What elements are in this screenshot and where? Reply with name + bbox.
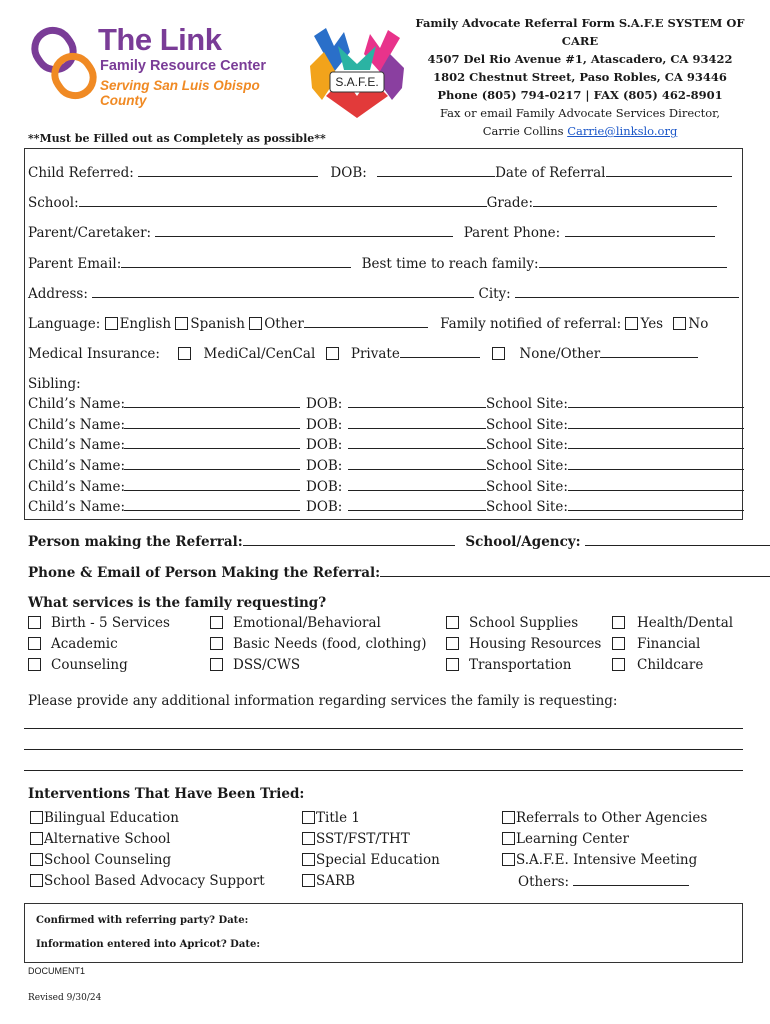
sibling-school-field[interactable] [568, 416, 744, 429]
revised-date: Revised 9/30/24 [28, 993, 102, 1003]
parent-phone-field[interactable] [565, 224, 715, 237]
the-link-logo [30, 22, 300, 108]
sibling-dob-label: DOB: [306, 478, 343, 495]
intervention-item[interactable] [302, 873, 440, 894]
interventions-heading: Interventions That Have Been Tried: [28, 786, 305, 802]
intervention-checkbox[interactable] [502, 853, 515, 866]
service-checkbox[interactable] [210, 658, 223, 671]
sibling-dob-label: DOB: [306, 396, 343, 412]
notified-no-label: No [688, 316, 709, 332]
sibling-school-label: School Site: [486, 396, 568, 412]
service-item[interactable] [446, 615, 601, 636]
safe-logo [304, 26, 410, 118]
brand-tagline: Serving San Luis Obispo County [100, 78, 260, 108]
sibling-dob-field[interactable] [348, 498, 486, 511]
sibling-row [28, 498, 748, 519]
others-label: Others: [518, 874, 570, 890]
none-other-field[interactable] [600, 345, 698, 358]
intervention-label: Special Education [316, 852, 440, 868]
link-chain-icon [30, 24, 102, 104]
sibling-row [28, 457, 748, 478]
notified-yes-label: Yes [640, 316, 664, 332]
intervention-item[interactable] [302, 831, 440, 852]
private-checkbox[interactable] [326, 347, 339, 360]
services-col2 [210, 615, 427, 678]
service-label: Health/Dental [637, 615, 734, 631]
medical-label: MediCal/CenCal [203, 346, 316, 362]
spanish-checkbox[interactable] [175, 317, 188, 330]
brand-sub: Family Resource Center [100, 58, 267, 74]
fax-email-note: Fax or email Family Advocate Services Director, [439, 106, 721, 120]
brand-name: The Link [98, 22, 222, 57]
service-item[interactable] [28, 657, 170, 678]
service-checkbox[interactable] [28, 616, 41, 629]
safe-logo-text: S.A.F.E. [335, 75, 379, 89]
intervention-label: Learning Center [516, 831, 629, 847]
sibling-school-label: School Site: [486, 478, 568, 495]
intervention-others [502, 873, 707, 894]
parent-phone-label: Parent Phone: [463, 225, 561, 241]
service-item[interactable] [446, 657, 601, 678]
service-label: Childcare [637, 657, 704, 673]
intervention-label: Referrals to Other Agencies [516, 810, 708, 826]
service-label: Counseling [51, 657, 128, 673]
dob-label: DOB: [330, 165, 367, 181]
interventions-col2 [302, 810, 440, 894]
date-of-referral-field[interactable] [606, 164, 732, 177]
row-referrer [28, 533, 770, 550]
interventions-col3 [502, 810, 707, 894]
sibling-school-label: School Site: [486, 458, 568, 475]
parent-email-label: Parent Email: [28, 256, 122, 272]
address-label: Address: [28, 286, 88, 302]
row-address [28, 285, 739, 302]
intervention-label: Alternative School [44, 831, 171, 847]
sibling-row [28, 478, 748, 499]
intervention-checkbox[interactable] [302, 832, 315, 845]
date-of-referral-label: Date of Referral [495, 165, 606, 181]
sibling-row [28, 416, 748, 437]
service-label: DSS/CWS [233, 657, 301, 673]
sibling-name-label: Child’s Name: [28, 478, 126, 495]
service-checkbox[interactable] [28, 658, 41, 671]
grade-field[interactable] [533, 194, 717, 207]
notified-yes-checkbox[interactable] [625, 317, 638, 330]
intervention-checkbox[interactable] [30, 811, 43, 824]
sibling-name-label: Child’s Name: [28, 416, 126, 433]
sibling-name-field[interactable] [124, 478, 300, 491]
intervention-label: SARB [316, 873, 356, 889]
additional-info-line[interactable] [24, 770, 743, 771]
additional-info-line[interactable] [24, 728, 743, 729]
intervention-checkbox[interactable] [30, 874, 43, 887]
services-col4 [612, 615, 733, 678]
intervention-item[interactable] [502, 831, 707, 852]
row-parent-email [28, 255, 727, 272]
contact-line [410, 122, 750, 140]
sibling-name-label: Child’s Name: [28, 437, 126, 454]
none-other-checkbox[interactable] [492, 347, 505, 360]
none-other-label: None/Other [519, 346, 601, 362]
sibling-school-field[interactable] [568, 395, 744, 408]
intervention-checkbox[interactable] [302, 811, 315, 824]
services-col3 [446, 615, 601, 678]
row-medical [28, 345, 698, 362]
sibling-dob-label: DOB: [306, 499, 343, 516]
address-field[interactable] [92, 285, 474, 298]
sibling-school-label: School Site: [486, 416, 568, 433]
confirmed-label: Confirmed with referring party? Date: [36, 915, 249, 926]
row-child-referred [28, 164, 732, 181]
row-school [28, 194, 717, 211]
sibling-name-label: Child’s Name: [28, 458, 126, 475]
service-item[interactable] [28, 636, 170, 657]
intervention-item[interactable] [502, 810, 707, 831]
service-label: Birth - 5 Services [51, 615, 170, 631]
service-item[interactable] [612, 636, 733, 657]
person-referral-label: Person making the Referral: [28, 534, 243, 550]
sibling-dob-field[interactable] [348, 457, 486, 470]
service-label: School Supplies [469, 615, 579, 631]
spanish-label: Spanish [190, 316, 245, 332]
english-label: English [119, 316, 172, 332]
service-checkbox[interactable] [28, 637, 41, 650]
intervention-label: Bilingual Education [44, 810, 179, 826]
phone-fax: Phone (805) 794-0217 | FAX (805) 462-8901 [437, 88, 723, 102]
child-referred-field[interactable] [138, 164, 318, 177]
intervention-item[interactable] [302, 810, 440, 831]
form-title: Family Advocate Referral Form S.A.F.E SYSTEM OF CARE [415, 16, 745, 48]
english-checkbox[interactable] [105, 317, 118, 330]
private-label: Private [350, 346, 400, 362]
best-time-field[interactable] [539, 255, 727, 268]
service-checkbox[interactable] [612, 637, 625, 650]
address-atascadero: 4507 Del Rio Avenue #1, Atascadero, CA 93422 [427, 52, 733, 66]
service-label: Basic Needs (food, clothing) [233, 636, 427, 652]
best-time-label: Best time to reach family: [361, 256, 539, 272]
sibling-school-field[interactable] [568, 457, 744, 470]
office-use-box [24, 903, 743, 963]
others-field[interactable] [573, 873, 689, 886]
service-checkbox[interactable] [210, 616, 223, 629]
address-paso-robles: 1802 Chestnut Street, Paso Robles, CA 93446 [433, 70, 727, 84]
services-col1 [28, 615, 170, 678]
sibling-school-label: School Site: [486, 437, 568, 454]
service-checkbox[interactable] [612, 616, 625, 629]
intervention-checkbox[interactable] [502, 811, 515, 824]
services-heading: What services is the family requesting? [28, 595, 327, 611]
row-language [28, 315, 708, 332]
sibling-dob-field[interactable] [348, 436, 486, 449]
sibling-name-field[interactable] [124, 436, 300, 449]
school-label: School: [28, 195, 79, 211]
service-item[interactable] [210, 657, 427, 678]
intervention-checkbox[interactable] [30, 832, 43, 845]
service-label: Emotional/Behavioral [233, 615, 381, 631]
private-field[interactable] [400, 345, 480, 358]
service-checkbox[interactable] [446, 658, 459, 671]
referrer-contact-label: Phone & Email of Person Making the Referral: [28, 565, 381, 581]
person-referral-field[interactable] [243, 533, 455, 546]
sibling-row [28, 436, 748, 457]
sibling-school-field[interactable] [568, 498, 744, 511]
medical-insurance-label: Medical Insurance: [28, 346, 160, 362]
document-id: DOCUMENT1 [28, 966, 86, 976]
intervention-item[interactable] [302, 852, 440, 873]
parent-email-field[interactable] [121, 255, 351, 268]
medical-checkbox[interactable] [178, 347, 191, 360]
additional-info-line[interactable] [24, 749, 743, 750]
intervention-checkbox[interactable] [502, 832, 515, 845]
other-language-label: Other [264, 316, 304, 332]
language-label: Language: [28, 316, 101, 332]
service-item[interactable] [612, 657, 733, 678]
sibling-dob-field[interactable] [348, 478, 486, 491]
family-notified-label: Family notified of referral: [440, 316, 622, 332]
org-header [410, 14, 750, 140]
intervention-checkbox[interactable] [30, 853, 43, 866]
sibling-school-label: School Site: [486, 499, 568, 516]
parent-caretaker-label: Parent/Caretaker: [28, 225, 152, 241]
intervention-label: Title 1 [316, 810, 360, 826]
service-label: Academic [51, 636, 118, 652]
interventions-col1 [30, 810, 265, 894]
grade-label: Grade: [486, 195, 534, 211]
intervention-label: SST/FST/THT [316, 831, 410, 847]
service-label: Transportation [469, 657, 572, 673]
sibling-row [28, 395, 748, 416]
apricot-label: Information entered into Apricot? Date: [36, 939, 261, 950]
service-label: Financial [637, 636, 701, 652]
intervention-checkbox[interactable] [302, 853, 315, 866]
school-agency-field[interactable] [585, 533, 770, 546]
service-checkbox[interactable] [446, 637, 459, 650]
service-item[interactable] [210, 615, 427, 636]
dob-field[interactable] [377, 164, 495, 177]
intervention-label: School Counseling [44, 852, 172, 868]
sibling-name-field[interactable] [124, 498, 300, 511]
city-field[interactable] [515, 285, 739, 298]
sibling-name-field[interactable] [124, 457, 300, 470]
sibling-name-field[interactable] [124, 395, 300, 408]
parent-caretaker-field[interactable] [155, 224, 453, 237]
sibling-dob-field[interactable] [348, 395, 486, 408]
service-checkbox[interactable] [446, 616, 459, 629]
school-agency-label: School/Agency: [465, 534, 581, 550]
intervention-item[interactable] [502, 852, 707, 873]
intervention-item[interactable] [30, 873, 265, 894]
service-item[interactable] [612, 615, 733, 636]
additional-info-prompt: Please provide any additional information regarding services the family is requesting: [28, 693, 618, 709]
other-language-field[interactable] [304, 315, 428, 328]
sibling-rows [28, 395, 748, 519]
contact-email-link[interactable]: Carrie@linkslo.org [567, 124, 678, 138]
sibling-school-field[interactable] [568, 478, 744, 491]
must-fill-notice: **Must be Filled out as Completely as possible** [28, 132, 326, 145]
notified-no-checkbox[interactable] [673, 317, 686, 330]
service-label: Housing Resources [469, 636, 602, 652]
intervention-label: School Based Advocacy Support [44, 873, 265, 889]
sibling-name-field[interactable] [124, 416, 300, 429]
sibling-dob-label: DOB: [306, 437, 343, 454]
intervention-item[interactable] [30, 852, 265, 873]
sibling-dob-label: DOB: [306, 458, 343, 475]
row-referrer-contact [28, 564, 770, 581]
sibling-name-label: Child’s Name: [28, 499, 126, 516]
service-checkbox[interactable] [612, 658, 625, 671]
service-checkbox[interactable] [210, 637, 223, 650]
intervention-item[interactable] [30, 810, 265, 831]
intervention-checkbox[interactable] [302, 874, 315, 887]
other-language-checkbox[interactable] [249, 317, 262, 330]
sibling-name-label: Child’s Name: [28, 396, 126, 412]
safe-hands-icon [304, 26, 410, 118]
child-referred-label: Child Referred: [28, 165, 134, 181]
school-field[interactable] [79, 194, 487, 207]
intervention-item[interactable] [30, 831, 265, 852]
referrer-contact-field[interactable] [380, 564, 770, 577]
service-item[interactable] [210, 636, 427, 657]
sibling-dob-field[interactable] [348, 416, 486, 429]
sibling-dob-label: DOB: [306, 416, 343, 433]
sibling-school-field[interactable] [568, 436, 744, 449]
city-label: City: [478, 286, 511, 302]
sibling-label: Sibling: [28, 376, 81, 392]
row-parent [28, 224, 715, 241]
contact-name: Carrie Collins [482, 124, 568, 138]
intervention-label: S.A.F.E. Intensive Meeting [516, 852, 698, 868]
service-item[interactable] [28, 615, 170, 636]
service-item[interactable] [446, 636, 601, 657]
